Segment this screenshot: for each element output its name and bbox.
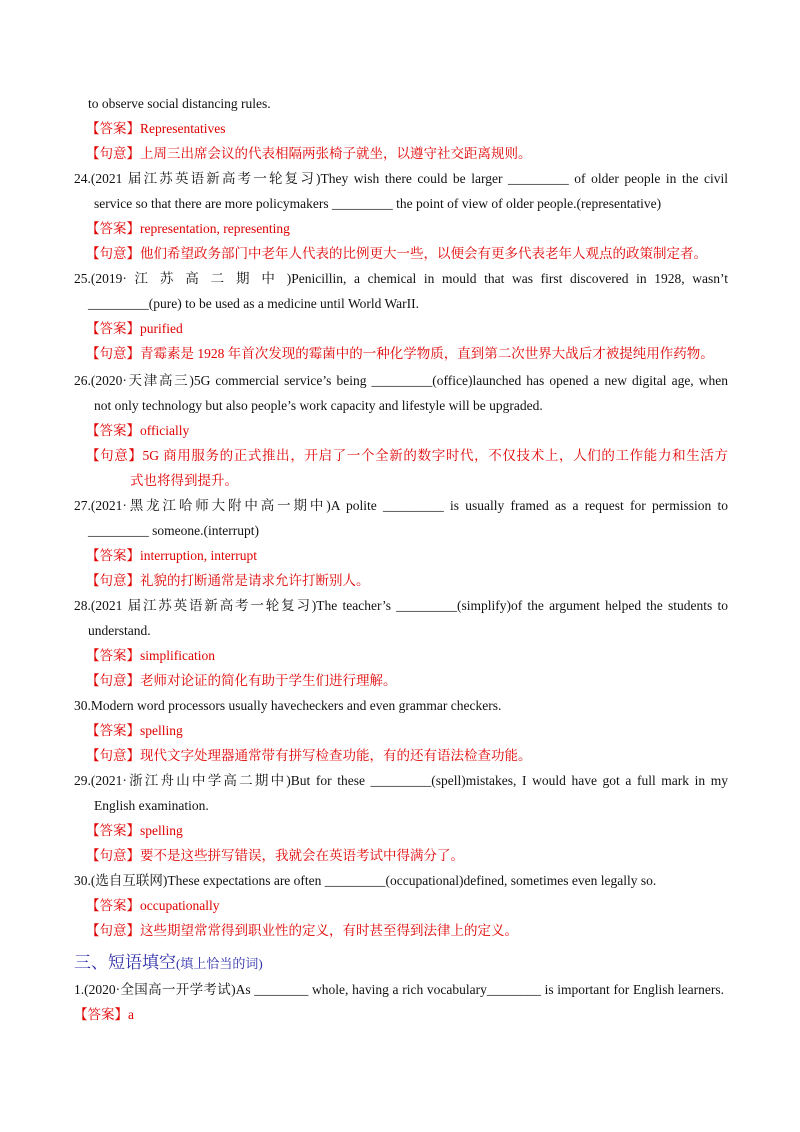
meaning-line: 【句意】上周三出席会议的代表相隔两张椅子就坐，以遵守社交距离规则。 [86, 146, 532, 161]
answer-line: 【答案】interruption, interrupt [86, 548, 257, 563]
question-26-line-2: not only technology but also people’s work capacity and lifestyle will be upgraded. [94, 398, 543, 413]
answer-line: 【答案】simplification [86, 648, 215, 663]
meaning-line: 【句意】礼貌的打断通常是请求允许打断别人。 [86, 573, 370, 588]
question-30b-line: 30.(选自互联网)These expectations are often _________(occupational)defined, sometimes even legally so. [74, 873, 657, 888]
question-24-line-2: service so that there are more policymakers _________ the point of view of older people.(representative) [94, 196, 662, 211]
answer-line: 【答案】a [74, 1007, 134, 1022]
answer-line: 【答案】officially [86, 423, 190, 438]
meaning-line: 【句意】现代文字处理器通常带有拼写检查功能，有的还有语法检查功能。 [86, 748, 532, 763]
section-heading [74, 948, 263, 973]
question-29-line-2: English examination. [94, 798, 209, 813]
answer-line: 【答案】purified [86, 321, 183, 336]
answer-line: 【答案】Representatives [86, 121, 226, 136]
question-27-line-2: _________ someone.(interrupt) [88, 523, 259, 538]
meaning-line: 【句意】老师对论证的简化有助于学生们进行理解。 [86, 673, 397, 688]
question-25-line-1: 25.(2019· 江 苏 高 二 期 中 )Penicillin, a chemical in mould that was first discovered in 1928, wasn’t [74, 271, 728, 286]
question-28-line-2: understand. [88, 623, 151, 638]
question-25-line-2: _________(pure) to be used as a medicine until World WarII. [88, 296, 419, 311]
question-29-line-1: 29.(2021·浙江舟山中学高二期中)But for these _________(spell)mistakes, I would have got a full mark in my [74, 773, 728, 788]
meaning-line: 【句意】青霉素是 1928 年首次发现的霉菌中的一种化学物质，直到第二次世界大战后才被提纯用作药物。 [86, 346, 714, 361]
meaning-line: 【句意】要不是这些拼写错误，我就会在英语考试中得满分了。 [86, 848, 464, 863]
answer-line: 【答案】occupationally [86, 898, 220, 913]
answer-line: 【答案】spelling [86, 823, 183, 838]
answer-line: 【答案】representation, representing [86, 221, 290, 236]
answer-line: 【答案】spelling [86, 723, 183, 738]
text-line: to observe social distancing rules. [88, 96, 271, 111]
question-26-line-1: 26.(2020·天津高三)5G commercial service’s being _________(office)launched has opened a new digital age, when [74, 373, 728, 388]
section-title: 三、短语填空 [74, 953, 176, 972]
meaning-line: 【句意】5G 商用服务的正式推出，开启了一个全新的数字时代，不仅技术上，人们的工作能力和生活方 [86, 448, 728, 463]
question-24-line-1: 24.(2021 届江苏英语新高考一轮复习)They wish there could be larger _________ of older people in the civil [74, 171, 728, 186]
question-27-line-1: 27.(2021·黑龙江哈师大附中高一期中)A polite _________ is usually framed as a request for permission to [74, 498, 728, 513]
section-note: (填上恰当的词) [176, 956, 263, 971]
meaning-line: 【句意】他们希望政务部门中老年人代表的比例更大一些，以便会有更多代表老年人观点的政策制定者。 [86, 246, 707, 261]
question-1-line: 1.(2020·全国高一开学考试)As ________ whole, having a rich vocabulary________ is important for English learners. [74, 982, 724, 997]
meaning-line: 【句意】这些期望常常得到职业性的定义，有时甚至得到法律上的定义。 [86, 923, 518, 938]
question-28-line-1: 28.(2021 届江苏英语新高考一轮复习)The teacher’s _________(simplify)of the argument helped the students to [74, 598, 728, 613]
meaning-line-continued: 式也将得到提升。 [130, 473, 238, 488]
question-30-line: 30.Modern word processors usually havecheckers and even grammar checkers. [74, 698, 502, 713]
